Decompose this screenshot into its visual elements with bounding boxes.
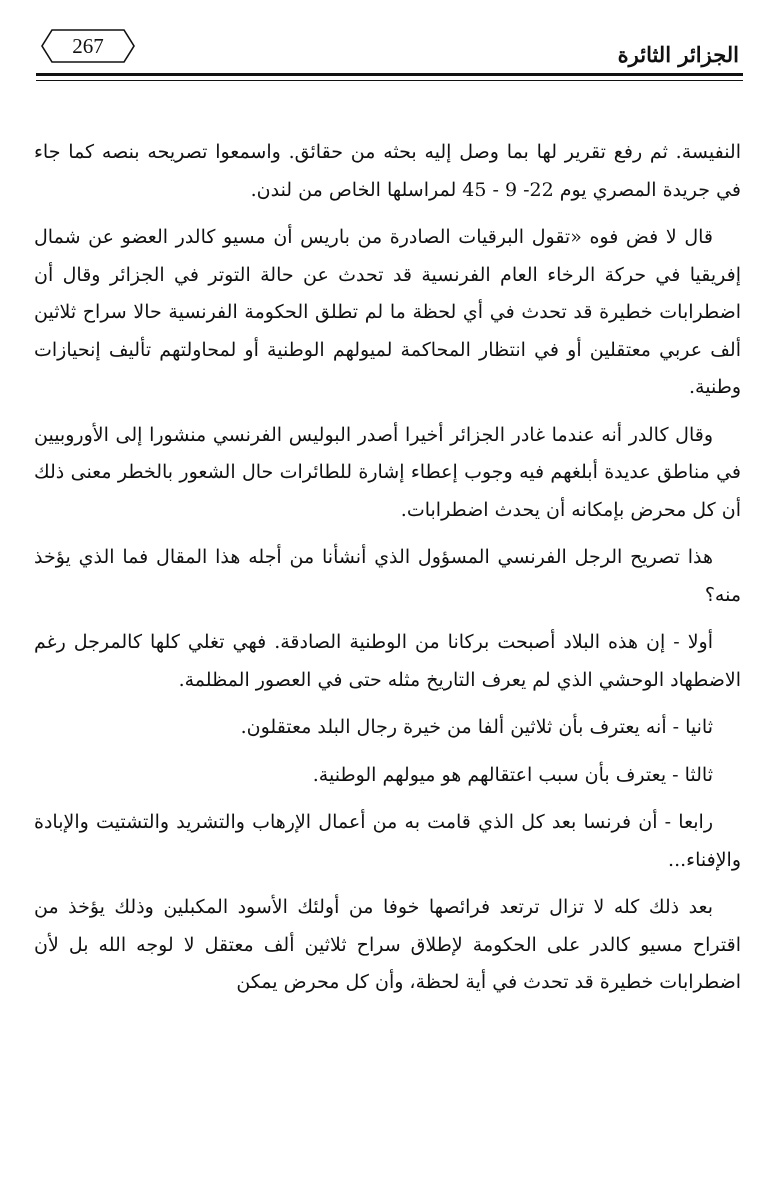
paragraph: النفيسة. ثم رفع تقرير لها بما وصل إليه بحثه من حقائق. واسمعوا تصريحه بنصه كما جاء في جريدة المصري يوم 22- 9 - 45 لمراسلها الخاص من لندن. bbox=[34, 141, 741, 201]
paragraph: قال لا فض فوه «تقول البرقيات الصادرة من باريس أن مسيو كالدر العضو عن شمال إفريقيا في حركة الرخاء العام الفرنسية قد تحدث عن حالة التوتر في الجزائر وقال أن اضطرابات خطيرة قد تحدث في أي لحظة ما لم تطلق الحكومة الفرنسية حالا سراح ثلاثين ألف عربي معتقلين أو في انتظار المحاكمة لميولهم الوطنية أو لمحاولتهم تأليف إنحيازات وطنية. bbox=[34, 226, 741, 398]
body-text bbox=[34, 134, 741, 1012]
paragraph: وقال كالدر أنه عندما غادر الجزائر أخيرا أصدر البوليس الفرنسي منشورا إلى الأوروبيين في مناطق عديدة أبلغهم فيه وجوب إعطاء إشارة للطائرات حال الشعور بالخطر معنى ذلك أن كل محرض بإمكانه أن يحدث اضطرابات. bbox=[34, 423, 741, 521]
header-rule-thin bbox=[36, 80, 743, 81]
page-number: 267 bbox=[72, 34, 104, 58]
paragraph: رابعا - أن فرنسا بعد كل الذي قامت به من أعمال الإرهاب والتشريد والتشتيت والإبادة والإفناء... bbox=[34, 811, 741, 871]
page-number-frame bbox=[40, 28, 136, 64]
paragraph: هذا تصريح الرجل الفرنسي المسؤول الذي أنشأنا من أجله هذا المقال فما الذي يؤخذ منه؟ bbox=[34, 546, 741, 606]
header-rule-thick bbox=[36, 73, 743, 76]
paragraph: بعد ذلك كله لا تزال ترتعد فرائصها خوفا من أولئك الأسود المكبلين وذلك يؤخذ من اقتراح مسيو كالدر على الحكومة لإطلاق سراح ثلاثين ألف معتقل لا لوجه الله بل لأن اضطرابات خطيرة قد تحدث في أية لحظة، وأن كل محرض يمكن bbox=[34, 896, 741, 993]
paragraph: ثانيا - أنه يعترف بأن ثلاثين ألفا من خيرة رجال البلد معتقلون. bbox=[240, 716, 713, 738]
paragraph: أولا - إن هذه البلاد أصبحت بركانا من الوطنية الصادقة. فهي تغلي كلها كالمرجل رغم الاضطهاد الوحشي الذي لم يعرف التاريخ مثله حتى في العصور المظلمة. bbox=[34, 631, 741, 691]
running-title: الجزائر الثائرة bbox=[617, 42, 739, 67]
paragraph: ثالثا - يعترف بأن سبب اعتقالهم هو ميولهم الوطنية. bbox=[312, 763, 713, 786]
